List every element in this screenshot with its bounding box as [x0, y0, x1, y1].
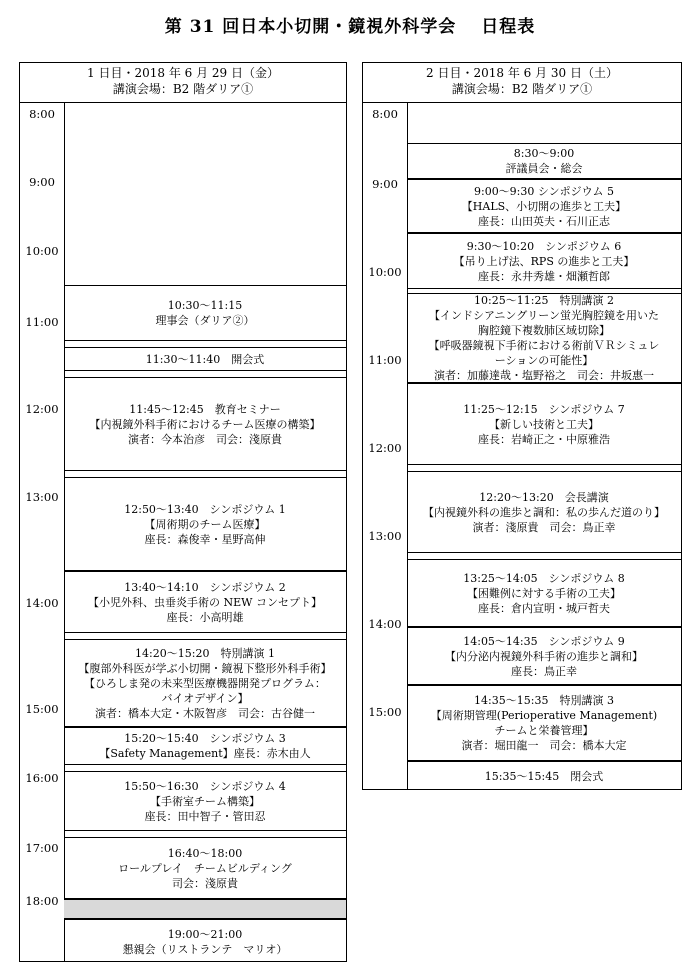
session	[407, 471, 681, 553]
session-line: 9:00～9:30 シンポジウム 5	[473, 184, 614, 198]
session-line: ーションの可能性】	[494, 354, 594, 367]
session-line: 14:35～15:35 特別講演 3	[474, 694, 614, 707]
session-line: 【吊り上げ法、RPS の進歩と工夫】	[453, 254, 635, 268]
session	[64, 837, 346, 899]
session-line: 16:40～18:00	[167, 846, 243, 860]
day1-date: 1 日目・2018 年 6 月 29 日（金）	[87, 66, 279, 80]
session-line: 座長：倉内宣明・城戸哲夫	[478, 601, 610, 615]
session-line: 【内視鏡外科の進歩と調和：私の歩んだ道のり】	[423, 505, 665, 519]
time-label: 11:00	[25, 315, 59, 329]
time-label: 9:00	[372, 177, 398, 191]
session-line: 座長：山田英夫・石川正志	[478, 214, 610, 228]
session-line: 【HALS、小切開の進歩と工夫】	[461, 199, 627, 213]
session-line: チームと栄養管理】	[494, 724, 594, 737]
day1-venue: 講演会場：B2 階ダリア①	[112, 82, 254, 96]
time-label: 13:00	[25, 490, 59, 504]
day1-events	[64, 103, 346, 961]
day2-header	[363, 63, 681, 103]
session-line: 【手術室チーム構築】	[150, 794, 260, 808]
day2-venue: 講演会場：B2 階ダリア①	[451, 82, 593, 96]
session-line: 座長：鳥正幸	[511, 664, 577, 678]
session-line: バイオデザイン】	[161, 691, 249, 705]
session-line: 胸腔鏡下複数肺区域切除】	[478, 324, 610, 337]
break-bar	[64, 899, 346, 919]
time-label: 15:00	[25, 702, 59, 716]
session	[64, 347, 346, 371]
session-line: 19:00～21:00	[167, 927, 243, 941]
time-label: 10:00	[25, 244, 59, 258]
time-label: 8:00	[372, 107, 398, 121]
time-label: 11:00	[368, 353, 402, 367]
session	[64, 727, 346, 765]
session-line: 司会：淺原貴	[172, 876, 238, 890]
session	[64, 639, 346, 727]
page-title: 第 31 回日本小切開・鏡視外科学会 日程表	[164, 17, 536, 37]
time-label: 15:00	[368, 705, 402, 719]
session	[64, 377, 346, 471]
session-line: ロールプレイ チームビルディング	[118, 861, 292, 875]
time-label: 18:00	[25, 894, 59, 908]
time-label: 17:00	[25, 841, 59, 855]
session-line: 座長：永井秀雄・畑瀬哲郎	[478, 269, 610, 283]
session	[407, 761, 681, 791]
session-line: 【周術期管理(Perioperative Management)	[430, 709, 658, 722]
session-line: 座長：田中智子・管田忍	[144, 809, 266, 823]
session	[407, 559, 681, 627]
session	[407, 179, 681, 233]
time-label: 14:00	[368, 617, 402, 631]
day2-date: 2 日目・2018 年 6 月 30 日（土）	[426, 66, 618, 80]
time-label: 8:00	[29, 107, 55, 121]
session-line: 12:50～13:40 シンポジウム 1	[124, 502, 286, 516]
session-line: 13:40～14:10 シンポジウム 2	[124, 580, 286, 594]
session	[407, 627, 681, 685]
time-label: 16:00	[25, 771, 59, 785]
time-label: 9:00	[29, 175, 55, 189]
session-line: 11:25～12:15 シンポジウム 7	[463, 402, 625, 416]
session-line: 【内分泌内視鏡外科手術の進歩と調和】	[445, 649, 643, 663]
day2-time-column	[363, 103, 408, 789]
day1-time-column	[20, 103, 65, 961]
session-line: 【Safety Management】座長：赤木由人	[99, 747, 311, 760]
session-line: 評議員会・総会	[505, 162, 583, 175]
session-line: 11:45～12:45 教育セミナー	[129, 402, 281, 416]
session-line: 14:20～15:20 特別講演 1	[135, 646, 275, 660]
session	[64, 477, 346, 571]
time-label: 10:00	[368, 265, 402, 279]
session	[407, 383, 681, 465]
session-line: 座長：岩崎正之・中原雅浩	[478, 432, 610, 446]
time-label: 12:00	[368, 441, 402, 455]
session-line: 【小児外科、虫垂炎手術の NEW コンセプト】	[88, 595, 322, 609]
time-label: 13:00	[368, 529, 402, 543]
session-line: 15:50～16:30 シンポジウム 4	[124, 779, 286, 793]
session-line: 演者：堀田龍一 司会：橋本大定	[461, 739, 627, 752]
session-line: 【内視鏡外科手術におけるチーム医療の構築】	[89, 417, 321, 431]
day1-header	[20, 63, 346, 103]
session	[407, 685, 681, 761]
session-line: 【インドシアニングリーン蛍光胸腔鏡を用いた	[428, 309, 659, 322]
session-line: 13:25～14:05 シンポジウム 8	[463, 571, 625, 585]
session-line: 【腹部外科医が学ぶ小切開・鏡視下整形外科手術】	[78, 661, 332, 675]
session	[64, 919, 346, 963]
session-line: 【周術期のチーム医療】	[144, 517, 266, 531]
session-line: 10:30～11:15	[167, 299, 243, 312]
session-line: 15:20～15:40 シンポジウム 3	[124, 732, 286, 745]
day1-schedule	[19, 62, 347, 962]
session-line: 【ひろしま発の未来型医療機器開発プログラム：	[84, 676, 326, 690]
session	[64, 285, 346, 341]
session	[64, 771, 346, 831]
session-line: 11:30～11:40 開会式	[145, 352, 265, 366]
session-line: 懇親会（リストランテ マリオ）	[122, 942, 288, 956]
session-line: 理事会（ダリア②）	[155, 314, 255, 327]
session-line: 演者：加藤達哉・塩野裕之 司会：井坂惠一	[434, 369, 654, 382]
session	[407, 233, 681, 289]
session-line: 10:25～11:25 特別講演 2	[474, 294, 614, 307]
session-line: 9:30～10:20 シンポジウム 6	[466, 239, 622, 253]
session-line: 【困難例に対する手術の工夫】	[467, 586, 621, 600]
session-line: 座長：森俊幸・星野高伸	[144, 532, 266, 546]
day2-events	[407, 103, 681, 789]
session-line: 座長：小高明雄	[166, 610, 244, 624]
session-line: 演者：淺原貴 司会：鳥正幸	[472, 520, 616, 534]
session-line: 演者：橋本大定・木阪智彦 司会：古谷健一	[95, 706, 315, 720]
session	[64, 571, 346, 633]
session-line: 8:30～9:00	[513, 147, 575, 160]
session-line: 14:05～14:35 シンポジウム 9	[463, 634, 625, 648]
time-label: 14:00	[25, 596, 59, 610]
session	[407, 143, 681, 179]
session-line: 12:20～13:20 会長講演	[479, 490, 609, 504]
session-line: 15:35～15:45 閉会式	[484, 770, 604, 783]
time-label: 12:00	[25, 402, 59, 416]
session-line: 【呼吸器鏡視下手術における術前ＶＲシミュレ	[428, 339, 660, 352]
day2-schedule	[362, 62, 682, 790]
session-line: 【新しい技術と工夫】	[489, 417, 599, 431]
session	[407, 293, 681, 383]
session-line: 演者：今本治彦 司会：淺原貴	[128, 432, 282, 446]
